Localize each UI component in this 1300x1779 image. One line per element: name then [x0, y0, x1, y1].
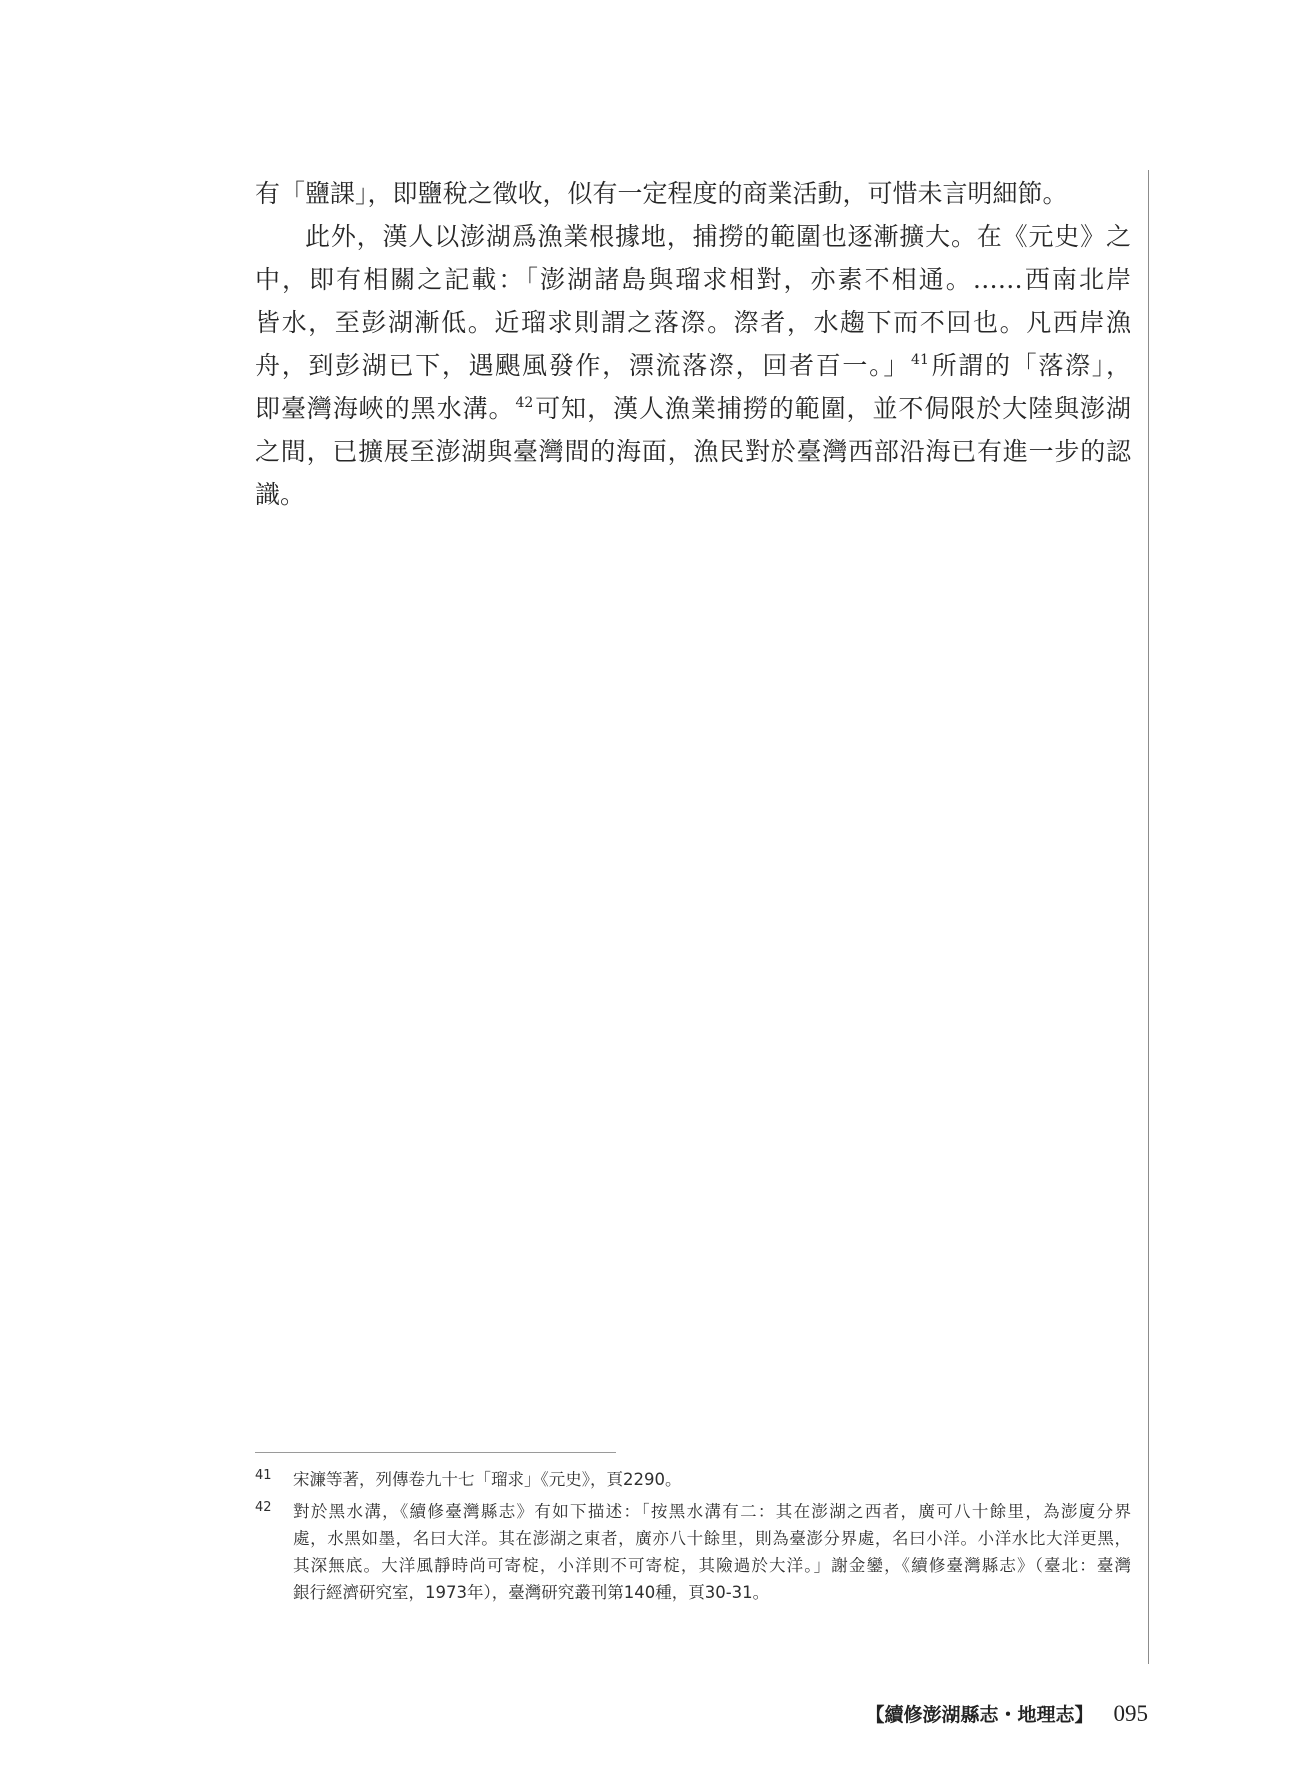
footnote-number: 42 [255, 1500, 272, 1515]
body-line-text: 此外，漢人以澎湖爲漁業根據地，捕撈的範圍也逐漸擴大。在《元史》之 [305, 222, 1131, 251]
body-line-text: 即臺灣海峽的黑水溝。 [255, 394, 515, 423]
body-line-text: 皆水，至彭湖漸低。近瑠求則謂之落漈。漈者，水趨下而不回也。凡西岸漁 [255, 308, 1131, 337]
body-line-7 [255, 430, 1131, 473]
body-line-5 [255, 344, 1131, 387]
footnote-line: 處，水黑如墨，名曰大洋。其在澎湖之東者，廣亦八十餘里，則為臺澎分界處，名曰小洋。小洋水比大洋更黑， [293, 1529, 1131, 1548]
body-line-text: 中，即有相關之記載：「澎湖諸島與瑠求相對，亦素不相通。……西南北岸 [255, 265, 1131, 294]
body-line-text: 有「鹽課」，即鹽稅之徵收，似有一定程度的商業活動，可惜未言明細節。 [255, 179, 1068, 208]
footnote-line: 對於黑水溝，《續修臺灣縣志》有如下描述：「按黑水溝有二：其在澎湖之西者，廣可八十餘里，為澎廈分界 [293, 1502, 1131, 1521]
footnotes [255, 1466, 1131, 1606]
body-line-6 [255, 387, 1131, 430]
body-line-text: 之間，已擴展至澎湖與臺灣間的海面，漁民對於臺灣西部沿海已有進一步的認 [255, 437, 1131, 466]
body-line-1 [255, 172, 1131, 215]
body-line-3 [255, 258, 1131, 301]
page-number: 095 [1113, 1701, 1148, 1726]
body-line-2 [255, 215, 1131, 258]
body-line-4 [255, 301, 1131, 344]
footnote-number: 41 [255, 1468, 272, 1483]
footnote-42 [255, 1498, 1131, 1606]
footnote-reference-42: 42 [515, 395, 534, 411]
footnote-line: 宋濂等著，列傳卷九十七「瑠求」《元史》，頁2290。 [293, 1470, 682, 1489]
running-title: 【續修澎湖縣志・地理志】 [865, 1705, 1094, 1726]
footnote-41 [255, 1466, 1131, 1493]
footnote-separator [255, 1452, 616, 1453]
vertical-margin-rule [1148, 170, 1149, 1664]
body-line-text: 所謂的「落漈」， [929, 351, 1131, 380]
footnote-line: 其深無底。大洋風靜時尚可寄椗，小洋則不可寄椗，其險過於大洋。」謝金鑾，《續修臺灣縣志》（臺北：臺灣 [293, 1556, 1131, 1575]
footnote-line: 銀行經濟研究室，1973年），臺灣研究叢刊第140種，頁30-31。 [293, 1583, 770, 1602]
body-line-text: 舟，到彭湖已下，遇颶風發作，漂流落漈，回者百一。」 [255, 351, 911, 380]
body-line-text: 識。 [255, 480, 306, 509]
body-text [255, 172, 1131, 516]
body-line-8 [255, 473, 1131, 516]
running-footer [865, 1700, 1148, 1730]
footnote-reference-41: 41 [911, 352, 929, 368]
body-line-text: 可知，漢人漁業捕撈的範圍，並不侷限於大陸與澎湖 [534, 394, 1131, 423]
